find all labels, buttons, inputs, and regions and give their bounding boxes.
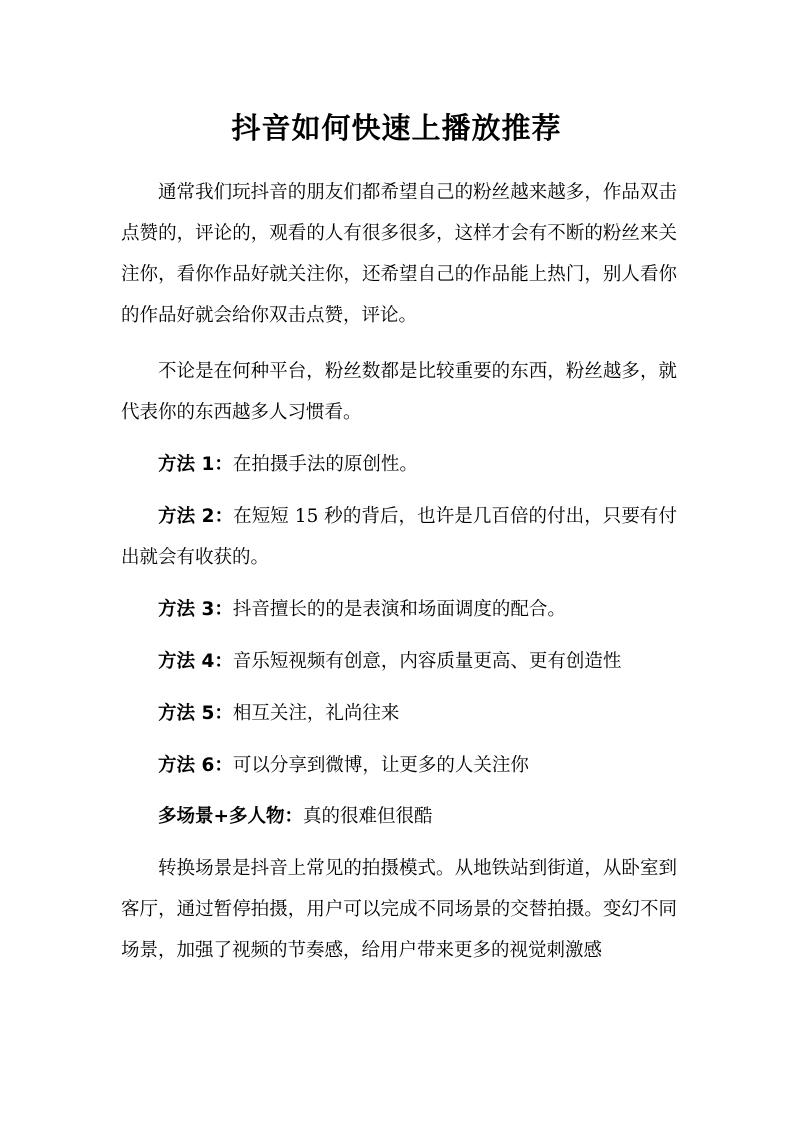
- method-6-label: 方法 6：: [158, 755, 233, 776]
- method-multi-scene-text: 真的很难但很酷: [303, 806, 433, 827]
- method-2: [121, 496, 677, 578]
- method-4-label: 方法 4：: [158, 651, 233, 672]
- method-multi-scene-label: 多场景+多人物：: [158, 806, 304, 827]
- method-multi-scene: [121, 796, 677, 837]
- closing-paragraph: 转换场景是抖音上常见的拍摄模式。从地铁站到街道，从卧室到客厅，通过暂停拍摄，用户可以完成不同场景的交替拍摄。变幻不同场景，加强了视频的节奏感，给用户带来更多的视觉刺激感: [121, 858, 677, 961]
- method-5-text: 相互关注，礼尚往来: [232, 703, 400, 724]
- method-6-text: 可以分享到微博，让更多的人关注你: [232, 755, 529, 776]
- intro-paragraph-1: 通常我们玩抖音的朋友们都希望自己的粉丝越来越多，作品双击点赞的，评论的，观看的人有很多很多，这样才会有不断的粉丝来关注你，看你作品好就关注你，还希望自己的作品能上热门，别人看你的作品好就会给你双击点赞，评论。: [121, 182, 677, 326]
- method-4: [121, 641, 677, 682]
- method-1: [121, 444, 677, 485]
- method-4-text: 音乐短视频有创意，内容质量更高、更有创造性: [232, 651, 622, 672]
- method-2-text: 在短短 15 秒的背后，也许是几百倍的付出，只要有付出就会有收获的。: [121, 506, 677, 568]
- method-3-label: 方法 3：: [158, 599, 233, 620]
- method-1-text: 在拍摄手法的原创性。: [232, 454, 418, 475]
- method-2-label: 方法 2：: [158, 506, 234, 527]
- method-1-label: 方法 1：: [158, 454, 233, 475]
- method-3-text: 抖音擅长的的是表演和场面调度的配合。: [232, 599, 566, 620]
- method-3: [121, 589, 677, 630]
- page-title: 抖音如何快速上播放推荐: [231, 111, 562, 145]
- method-6: [121, 745, 677, 786]
- method-5: [121, 693, 677, 734]
- method-5-label: 方法 5：: [158, 703, 233, 724]
- intro-paragraph-2: 不论是在何种平台，粉丝数都是比较重要的东西，粉丝越多，就代表你的东西越多人习惯看。: [121, 361, 677, 423]
